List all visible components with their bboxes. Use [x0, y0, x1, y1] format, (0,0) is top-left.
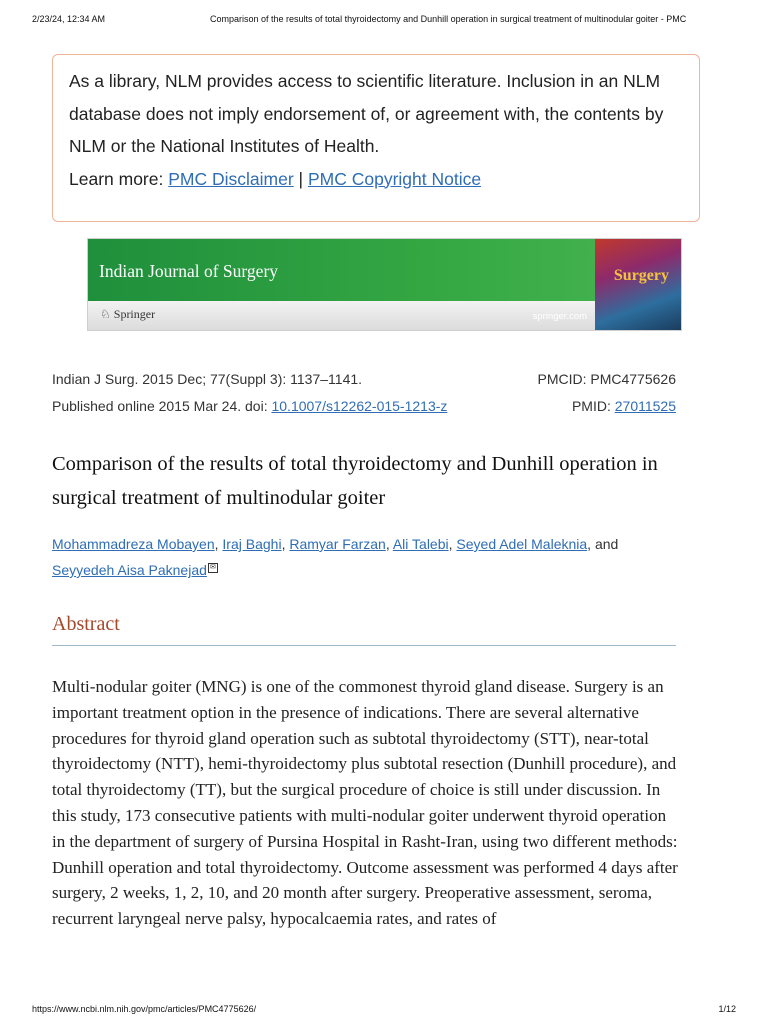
banner-publisher-url: springer.com — [532, 311, 587, 322]
disclaimer-text: As a library, NLM provides access to scientific literature. Inclusion in an NLM database does not imply endorsement of, or agreement with, the contents by NLM or the National Institutes of Health. — [69, 71, 664, 156]
pmid-line — [572, 398, 676, 414]
print-doc-title: Comparison of the results of total thyroidectomy and Dunhill operation in surgical treatment of multinodular goiter - PMC — [210, 14, 687, 24]
published-label: Published online 2015 Mar 24. doi: — [52, 398, 268, 414]
pmc-copyright-link[interactable]: PMC Copyright Notice — [307, 168, 482, 189]
authors-and: and — [594, 536, 619, 552]
journal-banner[interactable] — [87, 238, 682, 331]
print-datetime: 2/23/24, 12:34 AM — [32, 14, 106, 24]
banner-gray-band — [88, 301, 681, 330]
nlm-disclaimer-box — [52, 54, 700, 222]
pmid-label: PMID: — [571, 398, 611, 414]
author-link[interactable]: Seyyedeh Aisa Paknejad — [52, 562, 207, 578]
citation-line: Indian J Surg. 2015 Dec; 77(Suppl 3): 1137–1141. — [52, 371, 363, 387]
springer-horse-icon: ♘ — [100, 307, 111, 321]
published-line — [52, 398, 447, 414]
pmid-link[interactable]: 27011525 — [614, 398, 676, 414]
springer-name: Springer — [113, 307, 156, 321]
banner-journal-name: Indian Journal of Surgery — [99, 261, 279, 281]
article-title: Comparison of the results of total thyroidectomy and Dunhill operation in surgical treatment of multinodular goiter — [52, 453, 658, 509]
pmcid: PMCID: PMC4775626 — [537, 371, 676, 387]
disclaimer-learn-more — [69, 163, 683, 196]
author-list: Mohammadreza Mobayen, Iraj Baghi, Ramyar Farzan, Ali Talebi, Seyed Adel Maleknia, and Seyyedeh Aisa Paknejad ✉ — [52, 536, 619, 578]
learn-more-label: Learn more: — [69, 168, 164, 189]
abstract-text: Multi-nodular goiter (MNG) is one of the commonest thyroid gland disease. Surgery is an important treatment option in the presence of indications. There are several alternative procedures for thyroid gland operation such as subtotal thyroidectomy (STT), near-total thyroidectomy (NTT), hemi-thyroidectomy plus subtotal resection (Dunhill procedure), and total thyroidectomy (TT), but the surgical procedure of choice is still under discussion. In this study, 173 consecutive patients with multi-nodular goiter underwent thyroid operation in the department of surgery of Pursina Hospital in Rasht-Iran, using two different methods: Dunhill operation and total thyroidectomy. Outcome assessment was performed 4 days after surgery, 2 weeks, 1, 2, 10, and 20 month after surgery. Preoperative assessment, seroma, recurrent laryngeal nerve palsy, hypocalcaemia rates, and rates of — [52, 677, 678, 929]
corresponding-author-mail-icon[interactable]: ✉ — [208, 563, 218, 573]
author-link[interactable]: Mohammadreza Mobayen — [52, 536, 215, 552]
author-link[interactable]: Ramyar Farzan — [289, 536, 386, 552]
abstract-divider — [52, 645, 676, 646]
doi-link[interactable]: 10.1007/s12262-015-1213-z — [271, 398, 448, 414]
pmc-disclaimer-link[interactable]: PMC Disclaimer — [168, 168, 294, 189]
author-link[interactable]: Ali Talebi — [392, 536, 449, 552]
cover-title: Surgery — [613, 267, 669, 284]
link-separator: | — [298, 168, 304, 189]
print-url: https://www.ncbi.nlm.nih.gov/pmc/articles/PMC4775626/ — [32, 1004, 257, 1014]
abstract-heading: Abstract — [52, 613, 120, 635]
author-link[interactable]: Seyed Adel Maleknia — [456, 536, 588, 552]
print-page-number: 1/12 — [718, 1004, 736, 1014]
author-link[interactable]: Iraj Baghi — [222, 536, 282, 552]
springer-logo — [100, 307, 155, 322]
